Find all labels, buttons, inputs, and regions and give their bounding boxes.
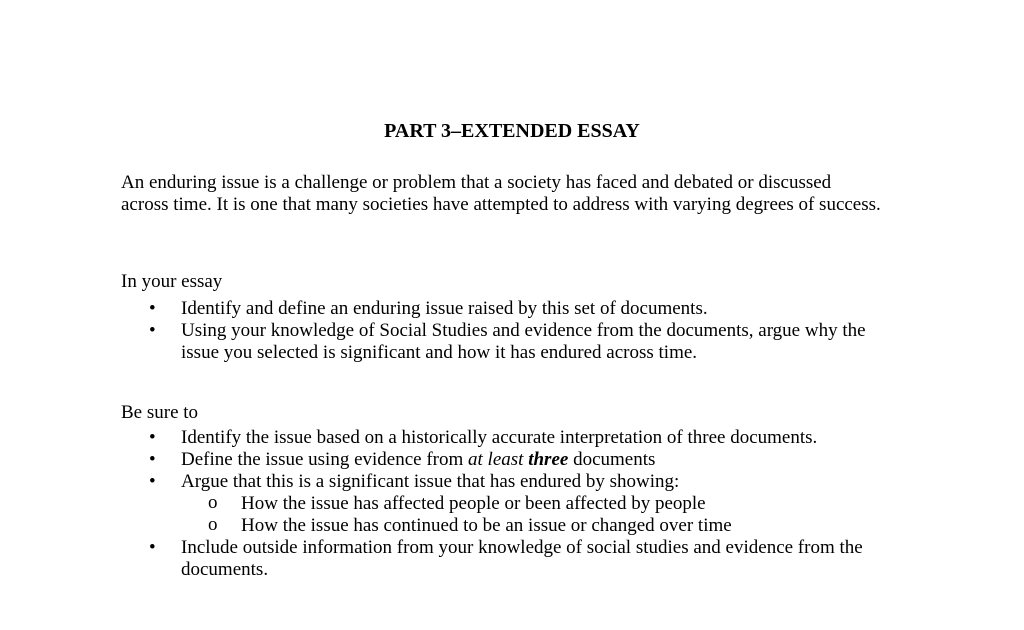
emphasis-at-least: at least: [468, 449, 524, 470]
list-item: [121, 449, 891, 471]
list-item: • Using your knowledge of Social Studies and evidence from the documents, argue why the issue you selected is significant and how it has endured across time.: [121, 320, 891, 364]
item-text: Argue that this is a significant issue that has endured by showing:: [181, 471, 680, 492]
sub-list-item: o How the issue has continued to be an issue or changed over time: [181, 515, 891, 537]
list-item: • Identify and define an enduring issue raised by this set of documents.: [121, 298, 891, 320]
list-item: [121, 471, 891, 537]
list-item: • Include outside information from your knowledge of social studies and evidence from the documents.: [121, 537, 891, 581]
be-sure-list: [121, 427, 881, 581]
essay-heading: In your essay: [121, 271, 223, 292]
item-text: Define the issue using evidence from: [181, 449, 469, 470]
item-text: documents: [568, 449, 656, 470]
page-title: PART 3–EXTENDED ESSAY: [384, 120, 640, 142]
list-item: • Identify the issue based on a historically accurate interpretation of three documents.: [121, 427, 891, 449]
intro-paragraph: An enduring issue is a challenge or problem that a society has faced and debated or discussed across time. It is one that many societies have attempted to address with varying degrees of success.: [121, 172, 881, 215]
sub-list-item: o How the issue has affected people or been affected by people: [181, 493, 891, 515]
essay-list: [121, 298, 881, 364]
be-sure-heading: Be sure to: [121, 402, 199, 423]
emphasis-three: three: [528, 449, 569, 470]
